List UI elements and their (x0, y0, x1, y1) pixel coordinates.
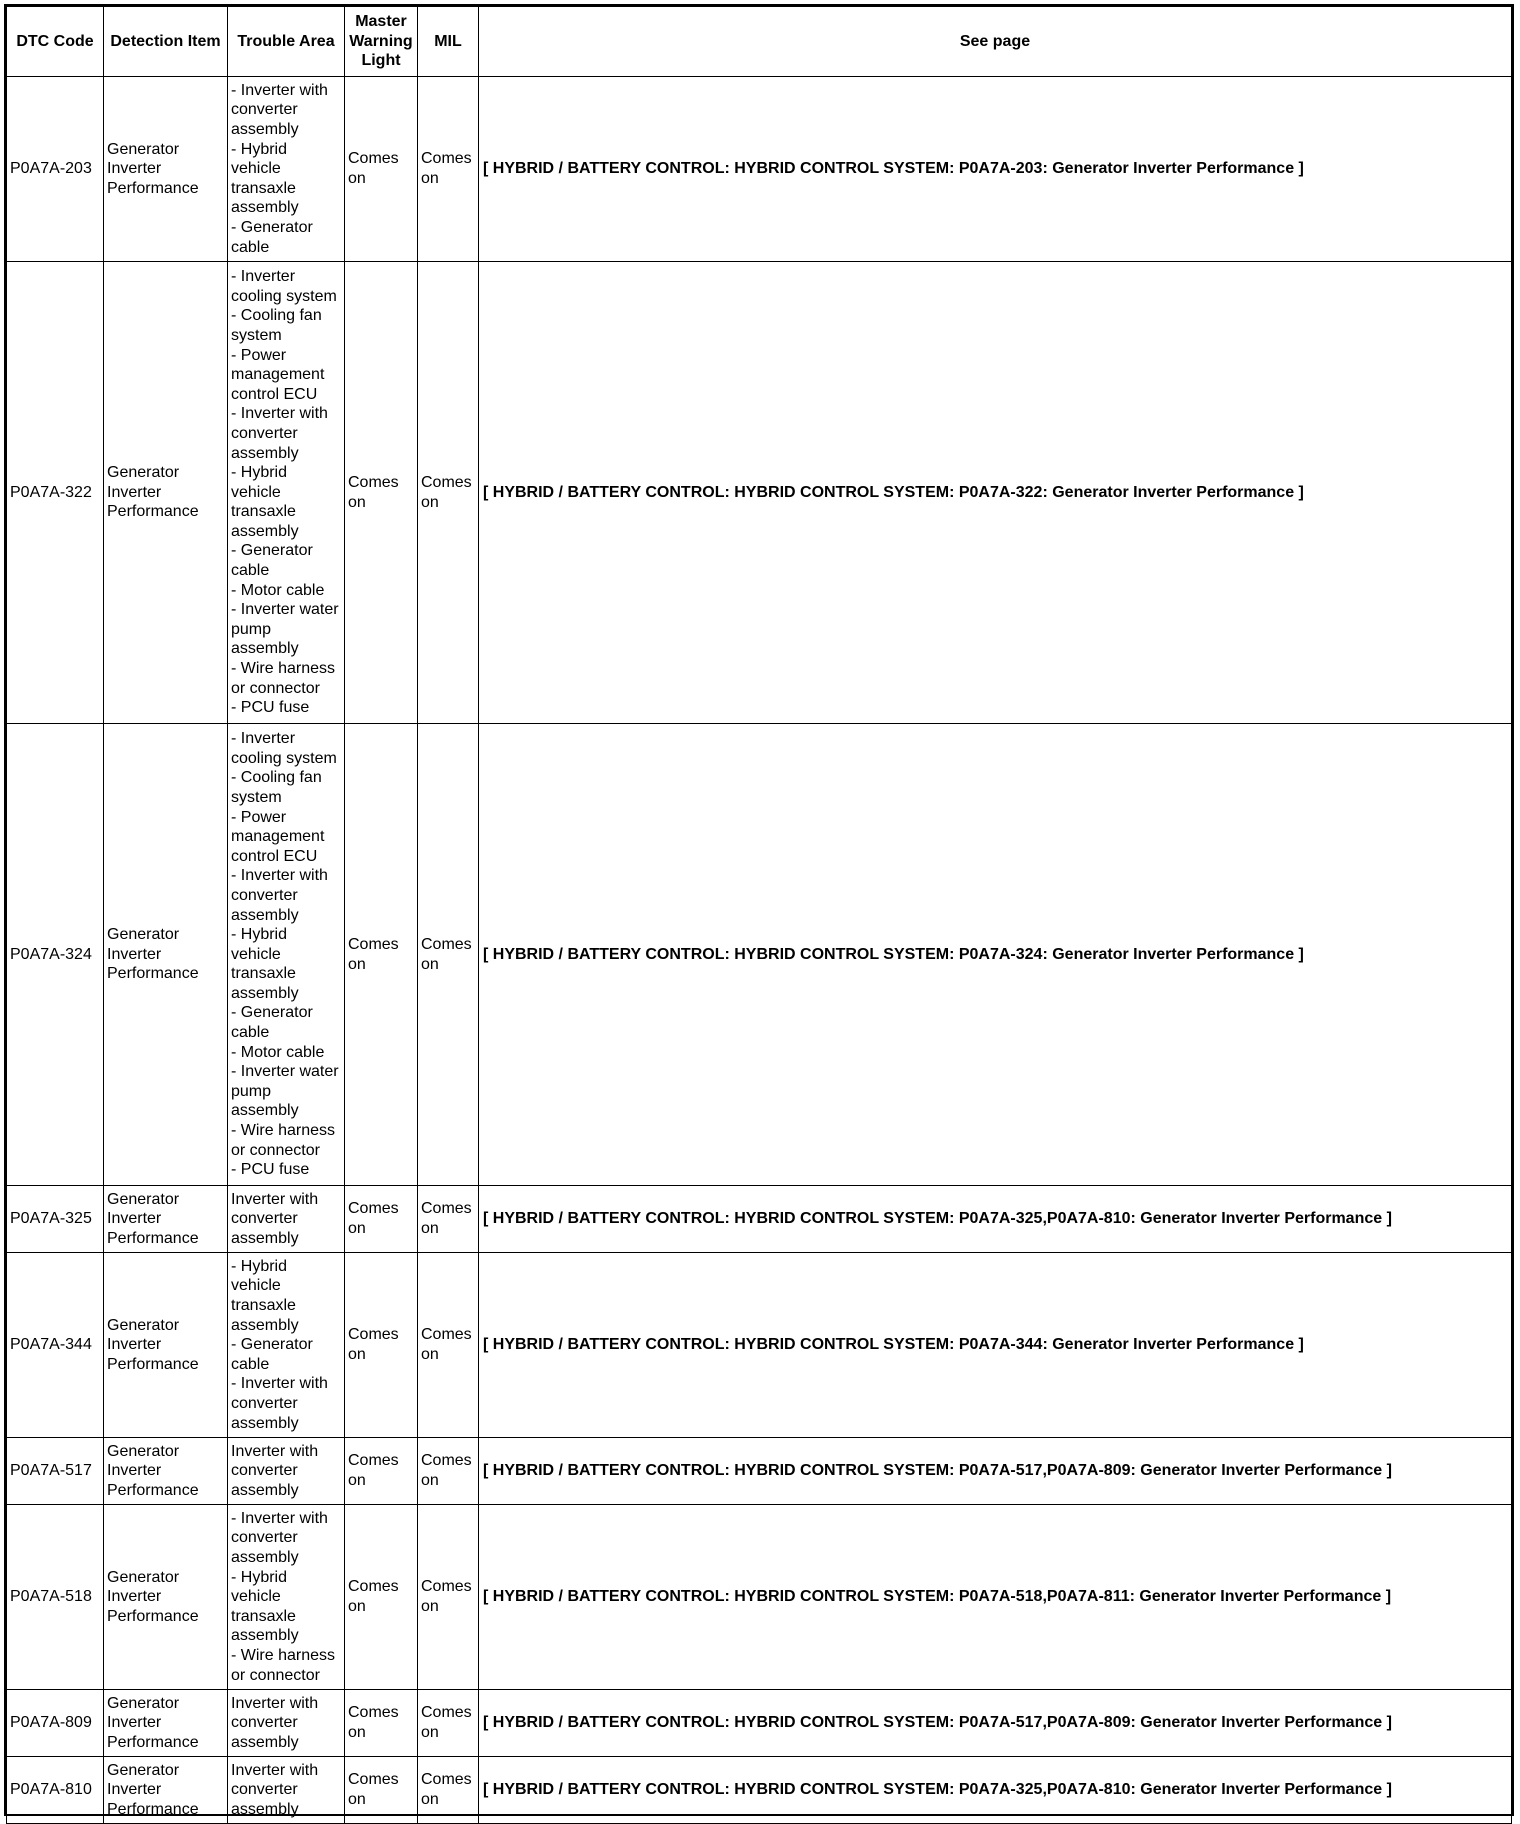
trouble-area-item: - Cooling fan system (231, 307, 322, 344)
trouble-area-item: - Generator cable (231, 218, 313, 256)
see-page-link[interactable]: [ HYBRID / BATTERY CONTROL: HYBRID CONTROL SYSTEM: P0A7A-325,P0A7A-810: Generator Inverter Performance ] (479, 1186, 1512, 1253)
trouble-area-item: - Inverter with converter assembly (231, 81, 328, 139)
trouble-area-item: - Inverter water pump assembly (231, 1063, 339, 1120)
mil-cell: Comes on (418, 724, 479, 1186)
table-row (7, 1186, 1512, 1253)
master-warning-cell: Comes on (345, 1757, 418, 1824)
detection-item-cell: Generator Inverter Performance (104, 1438, 228, 1505)
mil-cell: Comes on (418, 1505, 479, 1690)
table-row (7, 724, 1512, 1186)
master-warning-cell: Comes on (345, 1186, 418, 1253)
mil-cell: Comes on (418, 1757, 479, 1824)
dtc-code-cell: P0A7A-518 (7, 1505, 104, 1690)
detection-item-cell: Generator Inverter Performance (104, 1186, 228, 1253)
trouble-area-item: - Wire harness or connector (231, 1646, 336, 1684)
trouble-area-item: - Hybrid vehicle transaxle assembly (231, 926, 299, 1002)
trouble-area-item: - Wire harness or connector (231, 660, 336, 697)
master-warning-cell: Comes on (345, 77, 418, 262)
trouble-area-item: - Wire harness or connector (231, 1122, 336, 1159)
trouble-area-item: - PCU fuse (231, 699, 310, 717)
header-mil: MIL (418, 7, 479, 77)
trouble-area-item: - Motor cable (231, 1043, 325, 1061)
table-row (7, 262, 1512, 724)
dtc-code-cell: P0A7A-325 (7, 1186, 104, 1253)
master-warning-cell: Comes on (345, 724, 418, 1186)
header-dtc-code: DTC Code (7, 7, 104, 77)
table-row (7, 1757, 1512, 1824)
trouble-area-item: - Hybrid vehicle transaxle assembly (231, 1257, 299, 1334)
see-page-link[interactable]: [ HYBRID / BATTERY CONTROL: HYBRID CONTROL SYSTEM: P0A7A-325,P0A7A-810: Generator Inverter Performance ] (479, 1757, 1512, 1824)
trouble-area-cell (228, 1438, 345, 1505)
master-warning-cell: Comes on (345, 1505, 418, 1690)
trouble-area-cell (228, 1757, 345, 1824)
header-detection-item: Detection Item (104, 7, 228, 77)
see-page-link[interactable]: [ HYBRID / BATTERY CONTROL: HYBRID CONTROL SYSTEM: P0A7A-518,P0A7A-811: Generator Inverter Performance ] (479, 1505, 1512, 1690)
trouble-area-cell (228, 1505, 345, 1690)
trouble-area-item: Inverter with converter assembly (231, 1694, 319, 1751)
mil-cell: Comes on (418, 1253, 479, 1438)
trouble-area-item: - Hybrid vehicle transaxle assembly (231, 1568, 299, 1645)
dtc-code-cell: P0A7A-324 (7, 724, 104, 1186)
trouble-area-item: - Motor cable (231, 581, 325, 599)
trouble-area-item: - Hybrid vehicle transaxle assembly (231, 140, 299, 217)
dtc-code-cell: P0A7A-344 (7, 1253, 104, 1438)
mil-cell: Comes on (418, 77, 479, 262)
mil-cell: Comes on (418, 1186, 479, 1253)
mil-cell: Comes on (418, 262, 479, 724)
trouble-area-item: - Generator cable (231, 1336, 313, 1373)
trouble-area-item: - Cooling fan system (231, 769, 322, 806)
mil-cell: Comes on (418, 1438, 479, 1505)
see-page-link[interactable]: [ HYBRID / BATTERY CONTROL: HYBRID CONTROL SYSTEM: P0A7A-517,P0A7A-809: Generator Inverter Performance ] (479, 1438, 1512, 1505)
table-row (7, 1253, 1512, 1438)
dtc-code-cell: P0A7A-203 (7, 77, 104, 262)
trouble-area-item: - Generator cable (231, 1004, 313, 1042)
dtc-table (6, 6, 1512, 1824)
trouble-area-cell (228, 1690, 345, 1757)
trouble-area-item: - Generator cable (231, 542, 313, 580)
see-page-link[interactable]: [ HYBRID / BATTERY CONTROL: HYBRID CONTROL SYSTEM: P0A7A-203: Generator Inverter Performance ] (479, 77, 1512, 262)
dtc-table-container (4, 4, 1514, 1816)
trouble-area-item: - Power management control ECU (231, 808, 325, 865)
table-row (7, 77, 1512, 262)
table-row (7, 1690, 1512, 1757)
trouble-area-item: - Hybrid vehicle transaxle assembly (231, 464, 299, 540)
trouble-area-item: - Power management control ECU (231, 346, 325, 403)
trouble-area-item: - Inverter with converter assembly (231, 405, 328, 462)
trouble-area-item: - Inverter cooling system (231, 730, 337, 767)
master-warning-cell: Comes on (345, 262, 418, 724)
trouble-area-item: - Inverter cooling system (231, 268, 337, 305)
trouble-area-item: - Inverter water pump assembly (231, 601, 339, 658)
table-body (7, 77, 1512, 1824)
detection-item-cell: Generator Inverter Performance (104, 77, 228, 262)
trouble-area-cell (228, 77, 345, 262)
see-page-link[interactable]: [ HYBRID / BATTERY CONTROL: HYBRID CONTROL SYSTEM: P0A7A-517,P0A7A-809: Generator Inverter Performance ] (479, 1690, 1512, 1757)
trouble-area-item: Inverter with converter assembly (231, 1761, 319, 1818)
trouble-area-cell (228, 262, 345, 724)
dtc-code-cell: P0A7A-322 (7, 262, 104, 724)
header-see-page: See page (479, 7, 1512, 77)
detection-item-cell: Generator Inverter Performance (104, 1757, 228, 1824)
header-trouble-area: Trouble Area (228, 7, 345, 77)
header-master-warning-light: Master Warning Light (345, 7, 418, 77)
trouble-area-cell (228, 1253, 345, 1438)
trouble-area-item: - Inverter with converter assembly (231, 867, 328, 924)
detection-item-cell: Generator Inverter Performance (104, 262, 228, 724)
see-page-link[interactable]: [ HYBRID / BATTERY CONTROL: HYBRID CONTROL SYSTEM: P0A7A-344: Generator Inverter Performance ] (479, 1253, 1512, 1438)
dtc-code-cell: P0A7A-517 (7, 1438, 104, 1505)
trouble-area-cell (228, 1186, 345, 1253)
trouble-area-item: Inverter with converter assembly (231, 1190, 319, 1247)
table-row (7, 1438, 1512, 1505)
table-header-row (7, 7, 1512, 77)
master-warning-cell: Comes on (345, 1438, 418, 1505)
detection-item-cell: Generator Inverter Performance (104, 1505, 228, 1690)
trouble-area-item: Inverter with converter assembly (231, 1442, 319, 1499)
see-page-link[interactable]: [ HYBRID / BATTERY CONTROL: HYBRID CONTROL SYSTEM: P0A7A-324: Generator Inverter Performance ] (479, 724, 1512, 1186)
trouble-area-item: - PCU fuse (231, 1161, 310, 1179)
master-warning-cell: Comes on (345, 1690, 418, 1757)
table-row (7, 1505, 1512, 1690)
detection-item-cell: Generator Inverter Performance (104, 1690, 228, 1757)
detection-item-cell: Generator Inverter Performance (104, 1253, 228, 1438)
detection-item-cell: Generator Inverter Performance (104, 724, 228, 1186)
dtc-code-cell: P0A7A-810 (7, 1757, 104, 1824)
trouble-area-item: - Inverter with converter assembly (231, 1375, 328, 1432)
trouble-area-cell (228, 724, 345, 1186)
mil-cell: Comes on (418, 1690, 479, 1757)
dtc-code-cell: P0A7A-809 (7, 1690, 104, 1757)
see-page-link[interactable]: [ HYBRID / BATTERY CONTROL: HYBRID CONTROL SYSTEM: P0A7A-322: Generator Inverter Performance ] (479, 262, 1512, 724)
trouble-area-item: - Inverter with converter assembly (231, 1509, 328, 1567)
master-warning-cell: Comes on (345, 1253, 418, 1438)
